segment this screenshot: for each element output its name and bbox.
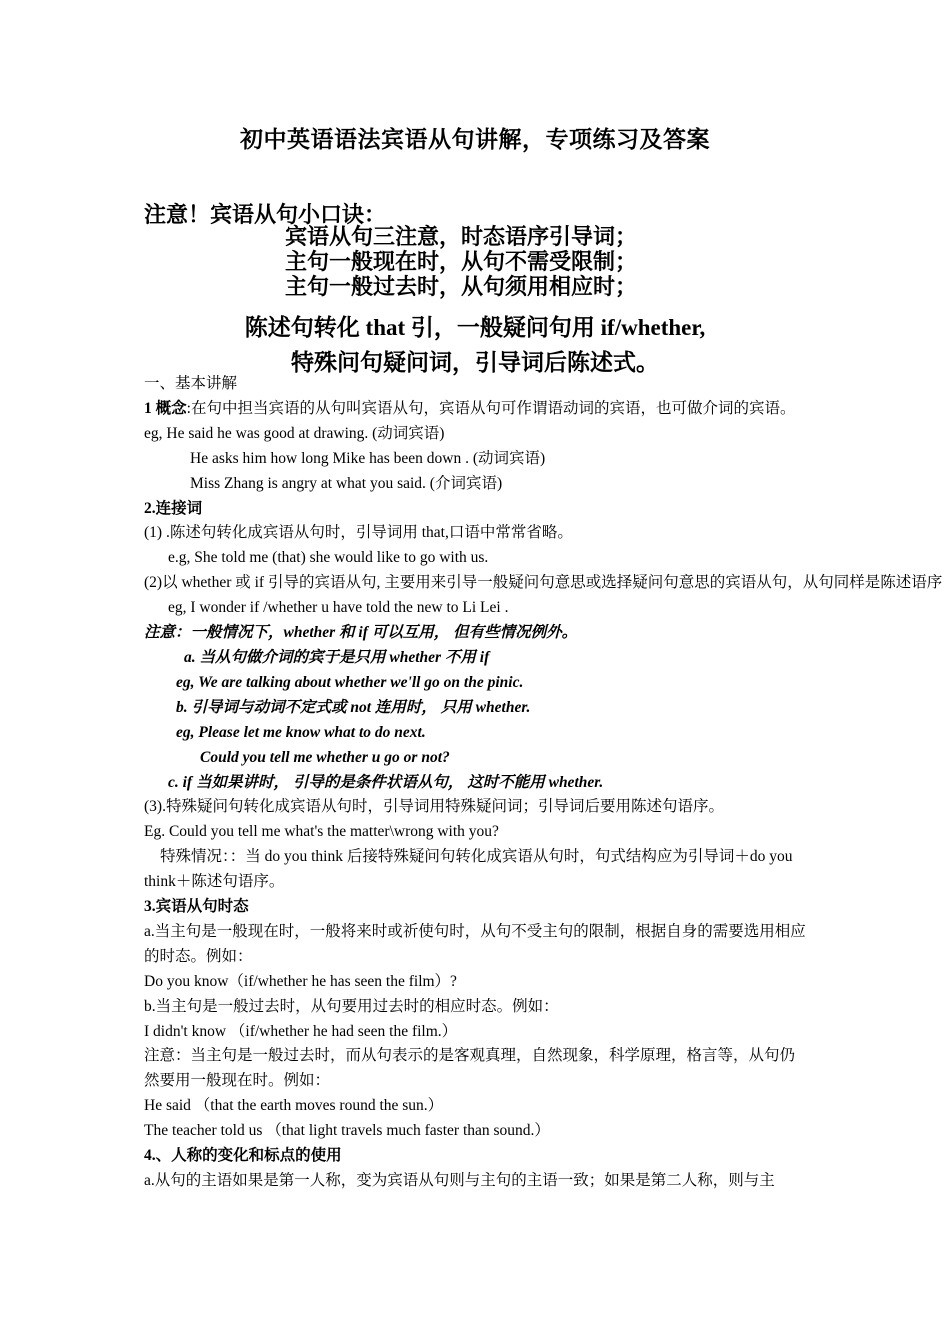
example-line: e.g, She told me (that) she would like to go with us. xyxy=(168,549,489,567)
document-title: 初中英语语法宾语从句讲解，专项练习及答案 xyxy=(240,127,710,152)
example-line: Miss Zhang is angry at what you said. (介词宾语) xyxy=(190,474,503,492)
paragraph: a.当主句是一般现在时，一般将来时或祈使句时，从句不受主句的限制，根据自身的需要选用相应的时态。例如： xyxy=(144,922,806,965)
example-line: Do you know（if/whether he has seen the film）? xyxy=(144,972,457,990)
example-line: I didn't know （if/whether he had seen the film.） xyxy=(144,1022,458,1040)
rhyme-line: 宾语从句三注意，时态语序引导词； xyxy=(285,224,638,249)
example-line: He said （that the earth moves round the sun.） xyxy=(144,1097,444,1115)
example-line: eg, I wonder if /whether u have told the new to Li Lei . xyxy=(168,599,509,617)
paragraph: (3).特殊疑问句转化成宾语从句时，引导词用特殊疑问词；引导词后要用陈述句语序。 xyxy=(144,798,724,816)
example-line: Eg. Could you tell me what's the matter\wrong with you? xyxy=(144,823,499,841)
paragraph: b.当主句是一般过去时，从句要用过去时的相应时态。例如： xyxy=(144,997,559,1015)
section-heading: 一、基本讲解 xyxy=(144,375,238,392)
paragraph: (1) .陈述句转化成宾语从句时，引导词用 that,口语中常常省略。 xyxy=(144,524,573,542)
note-item: a. 当从句做介词的宾于是只用 whether 不用 if xyxy=(184,648,490,666)
concept-paragraph xyxy=(144,397,809,447)
concept-text: :在句中担当宾语的从句叫宾语从句，宾语从句可作谓语动词的宾语，也可做介词的宾语。eg, He said he was good at drawing. (动词宾语) xyxy=(144,399,796,442)
example-line: The teacher told us （that light travels much faster than sound.） xyxy=(144,1122,550,1140)
note-item: c. if 当如果讲时， 引导的是条件状语从句， 这时不能用 whether. xyxy=(168,773,604,791)
rhyme-heading: 注意！宾语从句小口诀： xyxy=(144,202,387,227)
document-body xyxy=(144,372,943,1194)
example-line: eg, We are talking about whether we'll go on the pinic. xyxy=(176,673,524,691)
section-heading: 3.宾语从句时态 xyxy=(144,898,249,916)
rhyme-line: 主句一般现在时，从句不需受限制； xyxy=(285,249,638,274)
example-line: Could you tell me whether u go or not? xyxy=(200,748,450,766)
note-line: 注意：一般情况下，whether 和 if 可以互用， 但有些情况例外。 xyxy=(144,624,578,642)
section-heading: 2.连接词 xyxy=(144,499,203,517)
rhyme-center-line: 特殊问句疑问词，引导词后陈述式。 xyxy=(291,350,659,375)
rhyme-line: 主句一般过去时，从句须用相应时； xyxy=(285,274,638,299)
example-line: eg, Please let me know what to do next. xyxy=(176,723,426,741)
section-heading: 4.、人称的变化和标点的使用 xyxy=(144,1147,342,1165)
example-line: He asks him how long Mike has been down . (动词宾语) xyxy=(190,449,546,467)
paragraph: a.从句的主语如果是第一人称，变为宾语从句则与主句的主语一致；如果是第二人称，则与主 xyxy=(144,1172,775,1189)
paragraph: (2)以 whether 或 if 引导的宾语从句, 主要用来引导一般疑问句意思或选择疑问句意思的宾语从句，从句同样是陈述语序 xyxy=(144,574,943,592)
concept-label: 1 概念 xyxy=(144,399,187,417)
paragraph: 特殊情况：：当 do you think 后接特殊疑问句转化成宾语从句时，句式结构应为引导词＋do you think＋陈述句语序。 xyxy=(144,848,793,891)
note-item: b. 引导词与动词不定式或 not 连用时， 只用 whether. xyxy=(176,698,531,716)
rhyme-center-line: 陈述句转化 that 引，一般疑问句用 if/whether, xyxy=(244,315,706,340)
paragraph: 注意：当主句是一般过去时，而从句表示的是客观真理，自然现象，科学原理，格言等，从句仍然要用一般现在时。例如： xyxy=(144,1047,796,1090)
